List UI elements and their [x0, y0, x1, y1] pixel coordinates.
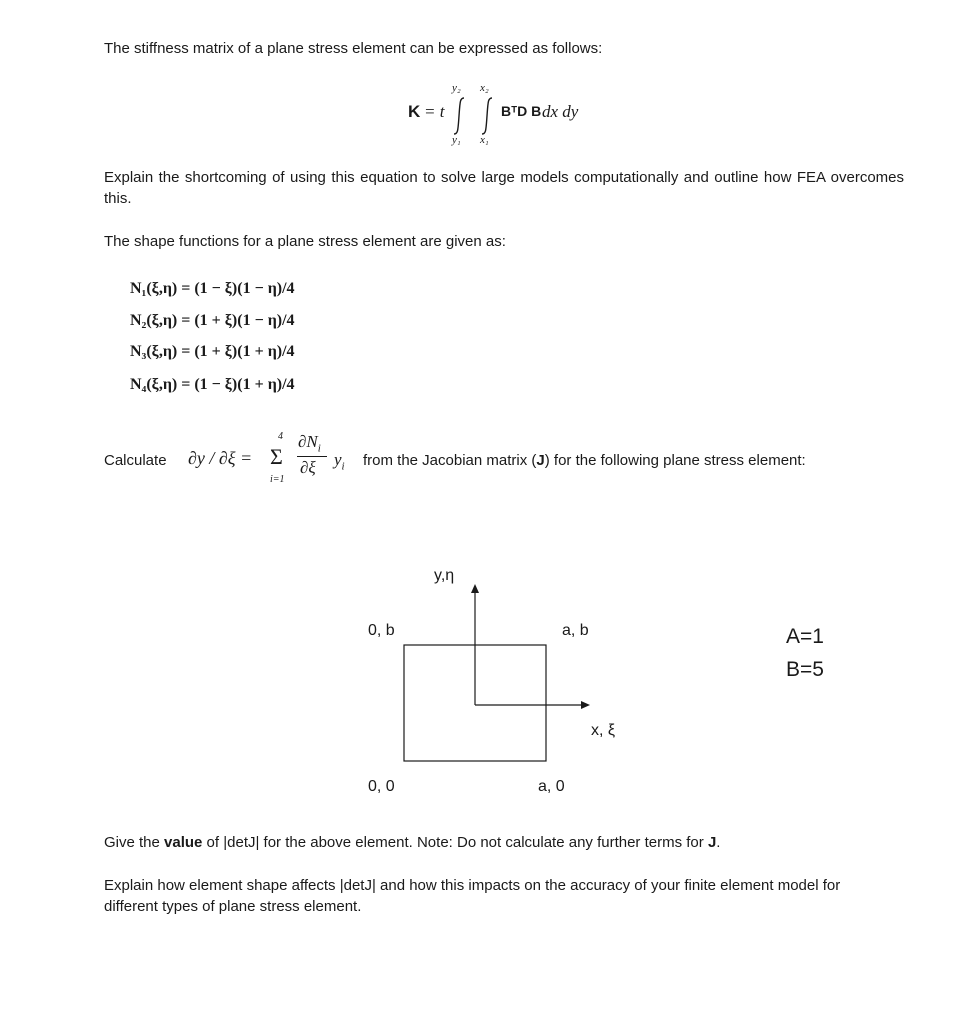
- yi-subscript: i: [341, 460, 345, 473]
- q2-bold-value: value: [164, 834, 203, 851]
- sigma-icon: Σ: [270, 444, 283, 469]
- intro-text: The stiffness matrix of a plane stress element can be expressed as follows:: [104, 40, 603, 57]
- dy-dxi-lhs: ∂y / ∂ξ =: [188, 448, 253, 468]
- shape-function-n2: N₂(ξ,η) = (1 + ξ)(1 − η)/4: [130, 312, 295, 329]
- upper-limit-y: y₂: [452, 82, 461, 94]
- param-b: B=5: [786, 658, 824, 681]
- shape-function-n4: N₄(ξ,η) = (1 − ξ)(1 + η)/4: [130, 376, 295, 393]
- sum-lower-limit: i=1: [270, 474, 285, 485]
- suffix-text-2: ) for the following plane stress element:: [544, 452, 806, 469]
- corner-label-top-right: a, b: [562, 622, 589, 639]
- upper-limit-x: x₂: [480, 82, 489, 94]
- lower-limit-y: y₁: [452, 134, 461, 146]
- x-axis-arrowhead: [581, 701, 590, 709]
- fraction-denominator: ∂ξ: [300, 458, 316, 477]
- yi-text: y: [334, 450, 342, 469]
- question-detj-value: [104, 832, 720, 853]
- q2-pre: Give the: [104, 834, 165, 851]
- shape-function-n1: N₁(ξ,η) = (1 − ξ)(1 − η)/4: [130, 280, 295, 297]
- numerator-subscript: i: [317, 442, 321, 455]
- sum-upper-limit: 4: [278, 431, 283, 442]
- shape-function-n3: N₃(ξ,η) = (1 + ξ)(1 + η)/4: [130, 343, 295, 360]
- q2-post: .: [716, 834, 721, 851]
- eq-lhs: K: [408, 102, 421, 121]
- integrand: BᵀD B: [501, 103, 542, 119]
- shape-functions-intro: The shape functions for a plane stress element are given as:: [104, 233, 506, 250]
- question-shortcoming: Explain the shortcoming of using this equation to solve large models computationally and outline how FEA overcomes this.: [104, 169, 904, 207]
- differentials: dx dy: [542, 102, 579, 121]
- q2-bold-j: J: [707, 834, 717, 851]
- y-axis-label: y,η: [434, 567, 455, 584]
- corner-label-bottom-right: a, 0: [538, 778, 565, 795]
- question-element-shape: Explain how element shape affects |detJ| and how this impacts on the accuracy of your finite element model for different types of plane stress element.: [104, 877, 841, 915]
- suffix-text-1: from the Jacobian matrix (: [363, 452, 537, 469]
- corner-label-bottom-left: 0, 0: [368, 778, 395, 795]
- y-axis-arrowhead: [471, 584, 479, 593]
- param-a: A=1: [786, 625, 824, 648]
- corner-label-top-left: 0, b: [368, 622, 395, 639]
- suffix-bold-j: J: [536, 452, 545, 469]
- x-axis-label: x, ξ: [591, 722, 616, 739]
- calculate-label: Calculate: [104, 452, 167, 469]
- numerator-text: ∂N: [298, 432, 318, 451]
- lower-limit-x: x₁: [480, 134, 489, 146]
- eq-equals-t: = t: [424, 102, 445, 121]
- q2-mid: of |detJ| for the above element. Note: Do not calculate any further terms for: [202, 834, 708, 851]
